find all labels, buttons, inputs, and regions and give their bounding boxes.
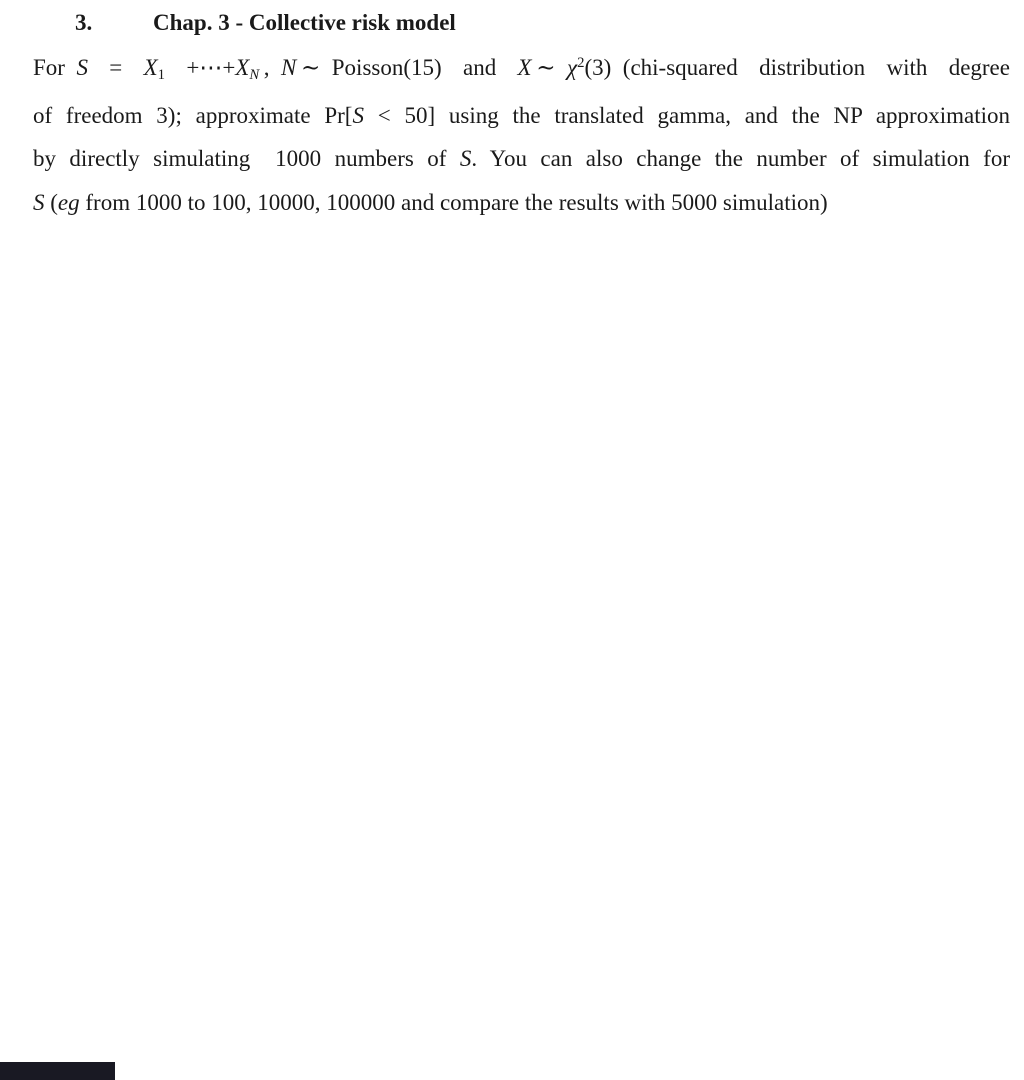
text-run: eg — [57, 189, 80, 215]
text-run: N — [281, 55, 297, 80]
text-run: = — [87, 55, 144, 80]
text-run: . You can also change the number of simulation for — [471, 146, 1010, 171]
bottom-left-dark-bar — [0, 1062, 115, 1080]
text-run: χ — [567, 55, 578, 80]
text-run: X — [517, 55, 532, 80]
text-run: from 1000 to 100, 10000, 100000 and compare the results with 5000 simulation) — [79, 189, 828, 215]
problem-paragraph — [33, 46, 1010, 224]
text-run: N — [249, 67, 260, 84]
paragraph-line-4 — [33, 181, 1010, 225]
text-run: S — [76, 55, 88, 80]
paragraph-line-2 — [33, 94, 1010, 138]
section-heading — [75, 9, 1024, 37]
text-run: X — [235, 55, 250, 80]
heading-title: Chap. 3 - Collective risk model — [153, 10, 456, 35]
text-run: of freedom 3); approximate Pr[ — [33, 102, 353, 128]
paragraph-line-1 — [33, 46, 1010, 94]
text-run: +⋯+ — [165, 55, 236, 80]
text-run: S — [33, 189, 45, 215]
text-run: by directly simulating 1000 numbers of — [33, 146, 460, 171]
text-run: (3) (chi-squared distribution with degree — [584, 55, 1010, 80]
text-run: ∼ — [531, 55, 567, 80]
text-run: 2 — [577, 55, 585, 72]
heading-number: 3. — [75, 10, 93, 35]
text-run: 1 — [157, 67, 166, 84]
text-run: X — [143, 55, 158, 80]
text-run: , — [259, 55, 282, 80]
text-run: < 50] using the translated gamma, and the NP approximation — [363, 102, 1010, 128]
text-run: S — [459, 146, 472, 171]
text-run: ∼ Poisson(15) and — [296, 55, 518, 80]
paragraph-line-3 — [33, 137, 1010, 181]
text-run: ( — [44, 189, 58, 215]
text-run: S — [352, 102, 364, 128]
text-run: For — [33, 55, 77, 80]
